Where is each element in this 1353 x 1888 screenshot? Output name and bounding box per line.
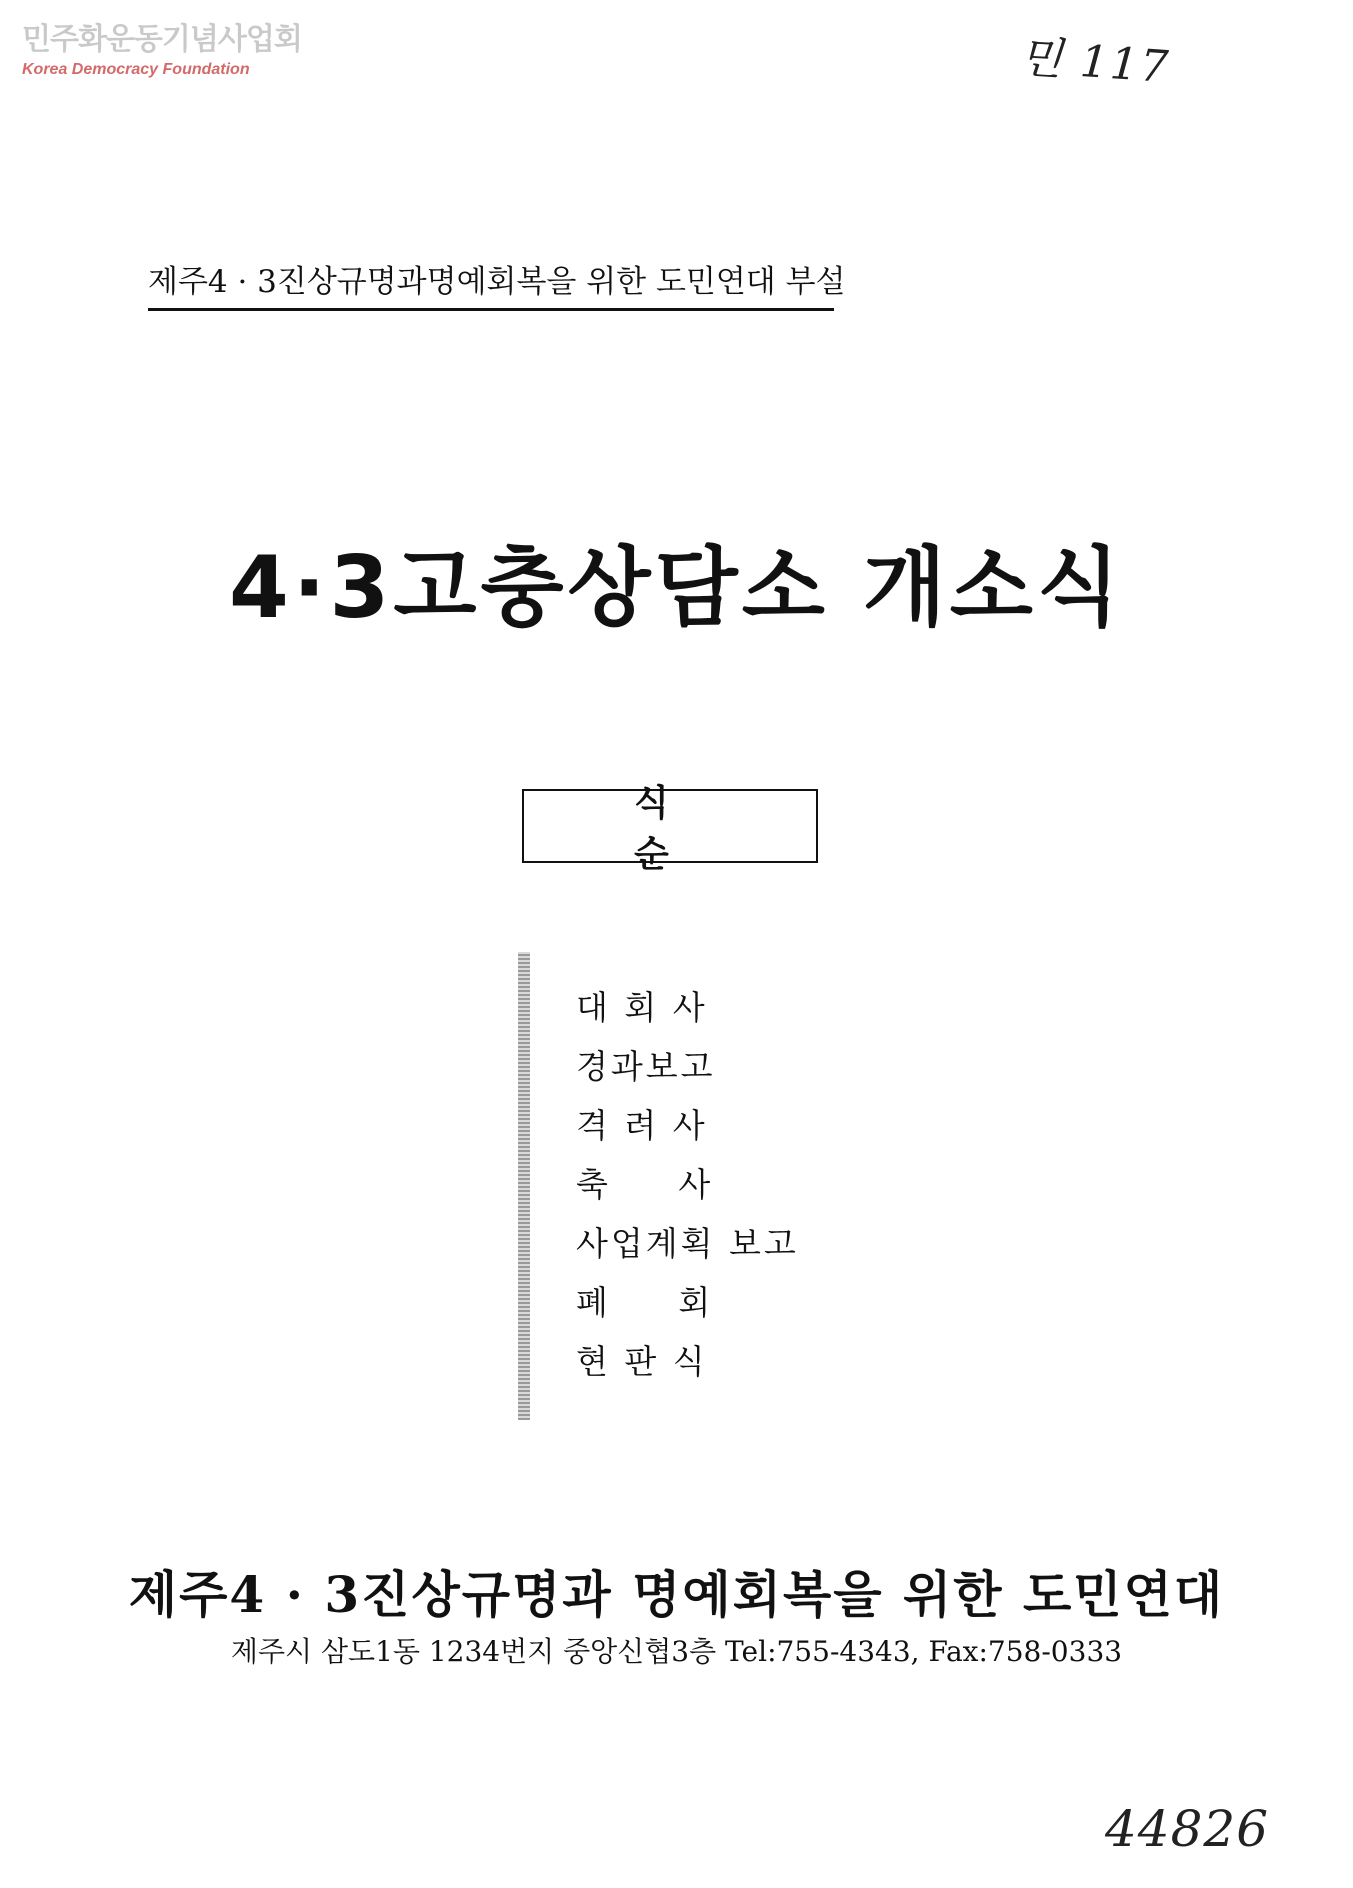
- watermark-korean: 민주화운동기념사업회: [22, 22, 302, 57]
- program-item-congratulations: 축 사: [576, 1165, 714, 1204]
- program-item-closing: 폐 회: [576, 1283, 714, 1322]
- watermark-english: Korea Democracy Foundation: [22, 61, 250, 78]
- program-item-signboard-ceremony: 현 판 식: [576, 1342, 708, 1381]
- foundation-watermark: [22, 22, 302, 80]
- program-decorative-bar: [518, 952, 530, 1420]
- program-heading-box: [522, 783, 818, 875]
- program-item-business-plan: 사업계획 보고: [576, 1224, 799, 1263]
- program-heading: 식순: [634, 783, 779, 875]
- program-item-opening-address: 대 회 사: [576, 988, 708, 1027]
- organization-address: 제주시 삼도1동 1234번지 중앙신협3층 Tel:755-4343, Fax:758-0333: [230, 1635, 1123, 1668]
- program-item-progress-report: 경과보고: [576, 1047, 716, 1086]
- organization-name: 제주4 · 3진상규명과 명예회복을 위한 도민연대: [128, 1565, 1225, 1624]
- handwritten-document-number: 44826: [1105, 1800, 1270, 1858]
- handwritten-reference-mark: 민 117: [1018, 31, 1172, 94]
- subtitle-block: [148, 256, 846, 311]
- program-list: [576, 978, 799, 1391]
- subtitle: 제주4 · 3진상규명과명예회복을 위한 도민연대 부설: [148, 256, 834, 311]
- page-title: 4·3고충상담소 개소식: [229, 538, 1124, 638]
- program-item-encouragement: 격 려 사: [576, 1106, 708, 1145]
